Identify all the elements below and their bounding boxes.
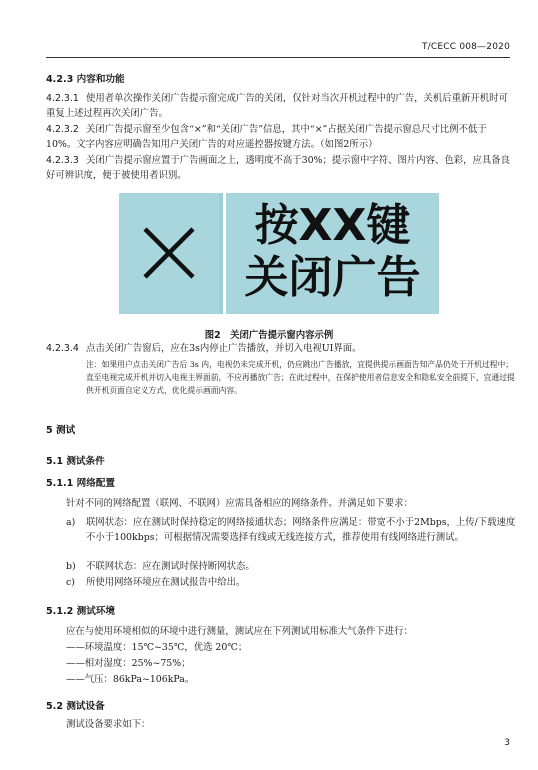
section-title-5: 5 测试 <box>46 425 76 436</box>
clause-4-2-3-3 <box>46 154 514 183</box>
list-item-a: 联网状态：应在测试时保持稳定的网络接通状态；网络条件应满足：带宽不小于2Mbps，上传/下载速度不小于100kbps；可根据情况需要选择有线或无线连接方式，推荐使用有线网络进行测试。 <box>86 517 516 543</box>
figure-close-ad-popup <box>119 193 439 314</box>
figure-right-panel <box>226 193 439 314</box>
document-id: T/CECC 008—2020 <box>421 42 510 52</box>
close-x-icon <box>139 223 199 283</box>
environment-intro: 应在与使用环境相似的环境中进行测量，测试应在下列测试用标准大气条件下进行： <box>66 626 413 637</box>
figure-text-line2: 关闭广告 <box>244 252 421 303</box>
section-title-5-1-1: 5.1.1 网络配置 <box>46 478 116 489</box>
list-marker-c: c) <box>66 577 75 588</box>
clause-number: 4.2.3.3 <box>46 155 79 166</box>
section-title-5-1: 5.1 测试条件 <box>46 456 105 467</box>
clause-text: 关闭广告提示窗应置于广告画面之上，透明度不高于30%；提示窗中字符、图片内容、色彩，应具备良好可辨识度，便于被使用者识别。 <box>46 155 510 181</box>
section-title-4-2-3: 4.2.3 内容和功能 <box>46 74 125 85</box>
clause-4-2-3-2 <box>46 123 514 152</box>
list-marker-a: a) <box>66 517 76 528</box>
clause-text: 使用者单次操作关闭广告提示窗完成广告的关闭，仅针对当次开机过程中的广告，关机后重新开机时可重复上述过程再次关闭广告。 <box>46 93 508 119</box>
clause-4-2-3-1 <box>46 92 514 121</box>
figure-text-line1: 按XX键 <box>254 200 411 251</box>
clause-text: 点击关闭广告窗后，应在3s内停止广告播放，并切入电视UI界面。 <box>86 343 362 354</box>
clause-text: 关闭广告提示窗至少包含“×”和“关闭广告”信息，其中“×”占据关闭广告提示窗总尺寸比例不低于10%。文字内容应明确告知用户关闭广告的对应遥控器按键方法。（如图2所示） <box>46 124 487 150</box>
header-rule <box>46 57 510 58</box>
clause-number: 4.2.3.2 <box>46 124 79 135</box>
figure-caption: 图2 关闭广告提示窗内容示例 <box>204 330 334 341</box>
clause-number: 4.2.3.1 <box>46 93 79 104</box>
env-pressure: ——气压：86kPa~106kPa。 <box>66 674 195 685</box>
page-number: 3 <box>504 738 510 748</box>
env-humidity: ——相对湿度：25%~75%； <box>66 658 191 669</box>
network-intro: 针对不同的网络配置（联网、不联网）应需具备相应的网络条件。并满足如下要求： <box>66 498 413 509</box>
section-title-5-1-2: 5.1.2 测试环境 <box>46 606 116 617</box>
clause-4-2-3-4 <box>46 342 514 357</box>
env-temperature: ——环境温度：15℃~35℃，优选 20℃； <box>66 642 248 653</box>
clause-number: 4.2.3.4 <box>46 343 79 354</box>
equipment-intro: 测试设备要求如下： <box>66 719 151 730</box>
figure-left-panel <box>119 193 219 314</box>
note-paragraph: 注：如果用户点击关闭广告后 3s 内，电视仍未完成开机，仍应跳出广告播放，宜提供提示画面告知产品仍处于开机过程中；直至电视完成开机并切入电视主界面前，不应再播放广告；在此过程中，在保护使用者信息安全和隐私安全前提下，宜通过提供开机页面自定义方式，优化提示画面内容。 <box>86 360 515 395</box>
list-marker-b: b) <box>66 561 76 572</box>
section-title-5-2: 5.2 测试设备 <box>46 701 105 712</box>
list-item-c: 所使用网络环境应在测试报告中给出。 <box>86 577 246 588</box>
list-item-b: 不联网状态：应在测试时保持断网状态。 <box>86 561 255 572</box>
